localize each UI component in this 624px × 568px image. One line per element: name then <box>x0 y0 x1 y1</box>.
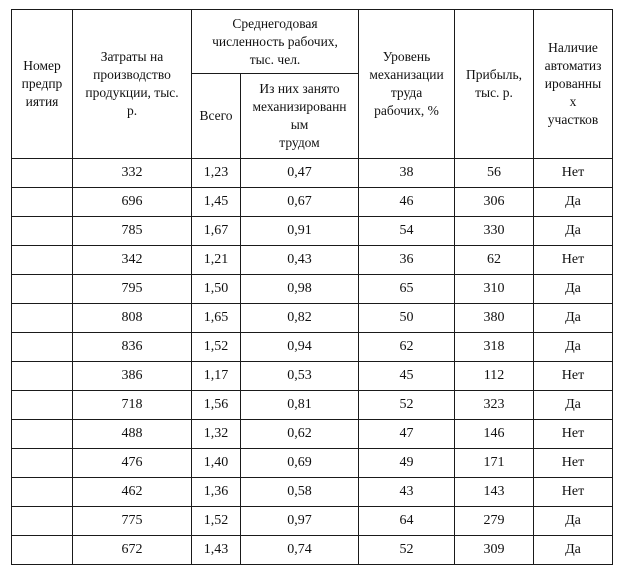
cell-mechanized: 0,74 <box>241 536 359 565</box>
cell-mechanized: 0,97 <box>241 507 359 536</box>
cell-costs: 808 <box>73 304 192 333</box>
cell-costs: 488 <box>73 420 192 449</box>
cell-mech-level: 65 <box>359 275 455 304</box>
cell-profit: 56 <box>455 159 534 188</box>
cell-mech-level: 54 <box>359 217 455 246</box>
cell-mech-level: 64 <box>359 507 455 536</box>
cell-profit: 309 <box>455 536 534 565</box>
header-automated: Наличие автоматиз ированны х участков <box>534 10 613 159</box>
cell-no <box>12 507 73 536</box>
cell-total: 1,50 <box>192 275 241 304</box>
table-row <box>12 449 613 478</box>
table-row <box>12 275 613 304</box>
table-row <box>12 304 613 333</box>
table-row <box>12 536 613 565</box>
cell-automated: Нет <box>534 478 613 507</box>
header-mechanized: Из них занято механизированн ым трудом <box>241 74 359 159</box>
cell-mechanized: 0,43 <box>241 246 359 275</box>
cell-automated: Нет <box>534 420 613 449</box>
cell-profit: 171 <box>455 449 534 478</box>
cell-profit: 380 <box>455 304 534 333</box>
cell-costs: 386 <box>73 362 192 391</box>
cell-mechanized: 0,62 <box>241 420 359 449</box>
cell-mech-level: 52 <box>359 536 455 565</box>
header-mech-level: Уровень механизации труда рабочих, % <box>359 10 455 159</box>
cell-no <box>12 362 73 391</box>
cell-total: 1,21 <box>192 246 241 275</box>
cell-total: 1,36 <box>192 478 241 507</box>
cell-no <box>12 420 73 449</box>
cell-costs: 718 <box>73 391 192 420</box>
cell-automated: Нет <box>534 362 613 391</box>
cell-costs: 836 <box>73 333 192 362</box>
table-row <box>12 246 613 275</box>
cell-mechanized: 0,69 <box>241 449 359 478</box>
cell-mech-level: 49 <box>359 449 455 478</box>
cell-no <box>12 391 73 420</box>
cell-no <box>12 246 73 275</box>
cell-no <box>12 333 73 362</box>
cell-mechanized: 0,67 <box>241 188 359 217</box>
table-row <box>12 159 613 188</box>
cell-no <box>12 536 73 565</box>
cell-mechanized: 0,82 <box>241 304 359 333</box>
cell-total: 1,67 <box>192 217 241 246</box>
data-table-sheet <box>11 9 612 563</box>
cell-total: 1,40 <box>192 449 241 478</box>
cell-automated: Нет <box>534 449 613 478</box>
cell-automated: Нет <box>534 246 613 275</box>
cell-costs: 342 <box>73 246 192 275</box>
header-avg-workers: Среднегодовая численность рабочих, тыс. чел. <box>192 10 359 74</box>
cell-costs: 462 <box>73 478 192 507</box>
cell-total: 1,23 <box>192 159 241 188</box>
cell-mech-level: 43 <box>359 478 455 507</box>
header-enterprise-no: Номер предпр иятия <box>12 10 73 159</box>
cell-mechanized: 0,53 <box>241 362 359 391</box>
cell-mechanized: 0,91 <box>241 217 359 246</box>
enterprise-data-table <box>11 9 613 565</box>
cell-mech-level: 45 <box>359 362 455 391</box>
cell-mech-level: 46 <box>359 188 455 217</box>
table-row <box>12 420 613 449</box>
cell-costs: 696 <box>73 188 192 217</box>
cell-automated: Да <box>534 536 613 565</box>
header-total: Всего <box>192 74 241 159</box>
cell-mechanized: 0,47 <box>241 159 359 188</box>
cell-total: 1,32 <box>192 420 241 449</box>
table-row <box>12 217 613 246</box>
cell-automated: Да <box>534 391 613 420</box>
table-row <box>12 507 613 536</box>
cell-costs: 795 <box>73 275 192 304</box>
cell-costs: 775 <box>73 507 192 536</box>
table-row <box>12 478 613 507</box>
cell-profit: 306 <box>455 188 534 217</box>
cell-total: 1,17 <box>192 362 241 391</box>
cell-total: 1,43 <box>192 536 241 565</box>
cell-mech-level: 36 <box>359 246 455 275</box>
cell-profit: 112 <box>455 362 534 391</box>
cell-automated: Да <box>534 188 613 217</box>
cell-profit: 279 <box>455 507 534 536</box>
table-row <box>12 188 613 217</box>
cell-no <box>12 304 73 333</box>
cell-profit: 143 <box>455 478 534 507</box>
cell-total: 1,52 <box>192 507 241 536</box>
cell-mechanized: 0,94 <box>241 333 359 362</box>
table-body <box>12 159 613 565</box>
table-row <box>12 362 613 391</box>
cell-automated: Да <box>534 333 613 362</box>
table-row <box>12 391 613 420</box>
header-profit: Прибыль, тыс. р. <box>455 10 534 159</box>
cell-automated: Да <box>534 507 613 536</box>
cell-no <box>12 217 73 246</box>
cell-profit: 146 <box>455 420 534 449</box>
cell-profit: 310 <box>455 275 534 304</box>
cell-mech-level: 38 <box>359 159 455 188</box>
cell-mech-level: 47 <box>359 420 455 449</box>
header-costs: Затраты на производство продукции, тыс. р. <box>73 10 192 159</box>
cell-costs: 332 <box>73 159 192 188</box>
cell-no <box>12 188 73 217</box>
cell-mech-level: 50 <box>359 304 455 333</box>
cell-no <box>12 275 73 304</box>
cell-automated: Да <box>534 304 613 333</box>
cell-automated: Да <box>534 275 613 304</box>
cell-costs: 672 <box>73 536 192 565</box>
cell-total: 1,56 <box>192 391 241 420</box>
cell-mechanized: 0,81 <box>241 391 359 420</box>
cell-automated: Нет <box>534 159 613 188</box>
cell-mechanized: 0,98 <box>241 275 359 304</box>
cell-total: 1,65 <box>192 304 241 333</box>
cell-no <box>12 478 73 507</box>
header-row-top <box>12 10 613 74</box>
cell-no <box>12 449 73 478</box>
cell-costs: 476 <box>73 449 192 478</box>
table-row <box>12 333 613 362</box>
cell-profit: 323 <box>455 391 534 420</box>
cell-mech-level: 52 <box>359 391 455 420</box>
cell-automated: Да <box>534 217 613 246</box>
cell-total: 1,52 <box>192 333 241 362</box>
cell-no <box>12 159 73 188</box>
cell-total: 1,45 <box>192 188 241 217</box>
cell-mechanized: 0,58 <box>241 478 359 507</box>
cell-mech-level: 62 <box>359 333 455 362</box>
cell-profit: 62 <box>455 246 534 275</box>
cell-profit: 318 <box>455 333 534 362</box>
cell-costs: 785 <box>73 217 192 246</box>
cell-profit: 330 <box>455 217 534 246</box>
